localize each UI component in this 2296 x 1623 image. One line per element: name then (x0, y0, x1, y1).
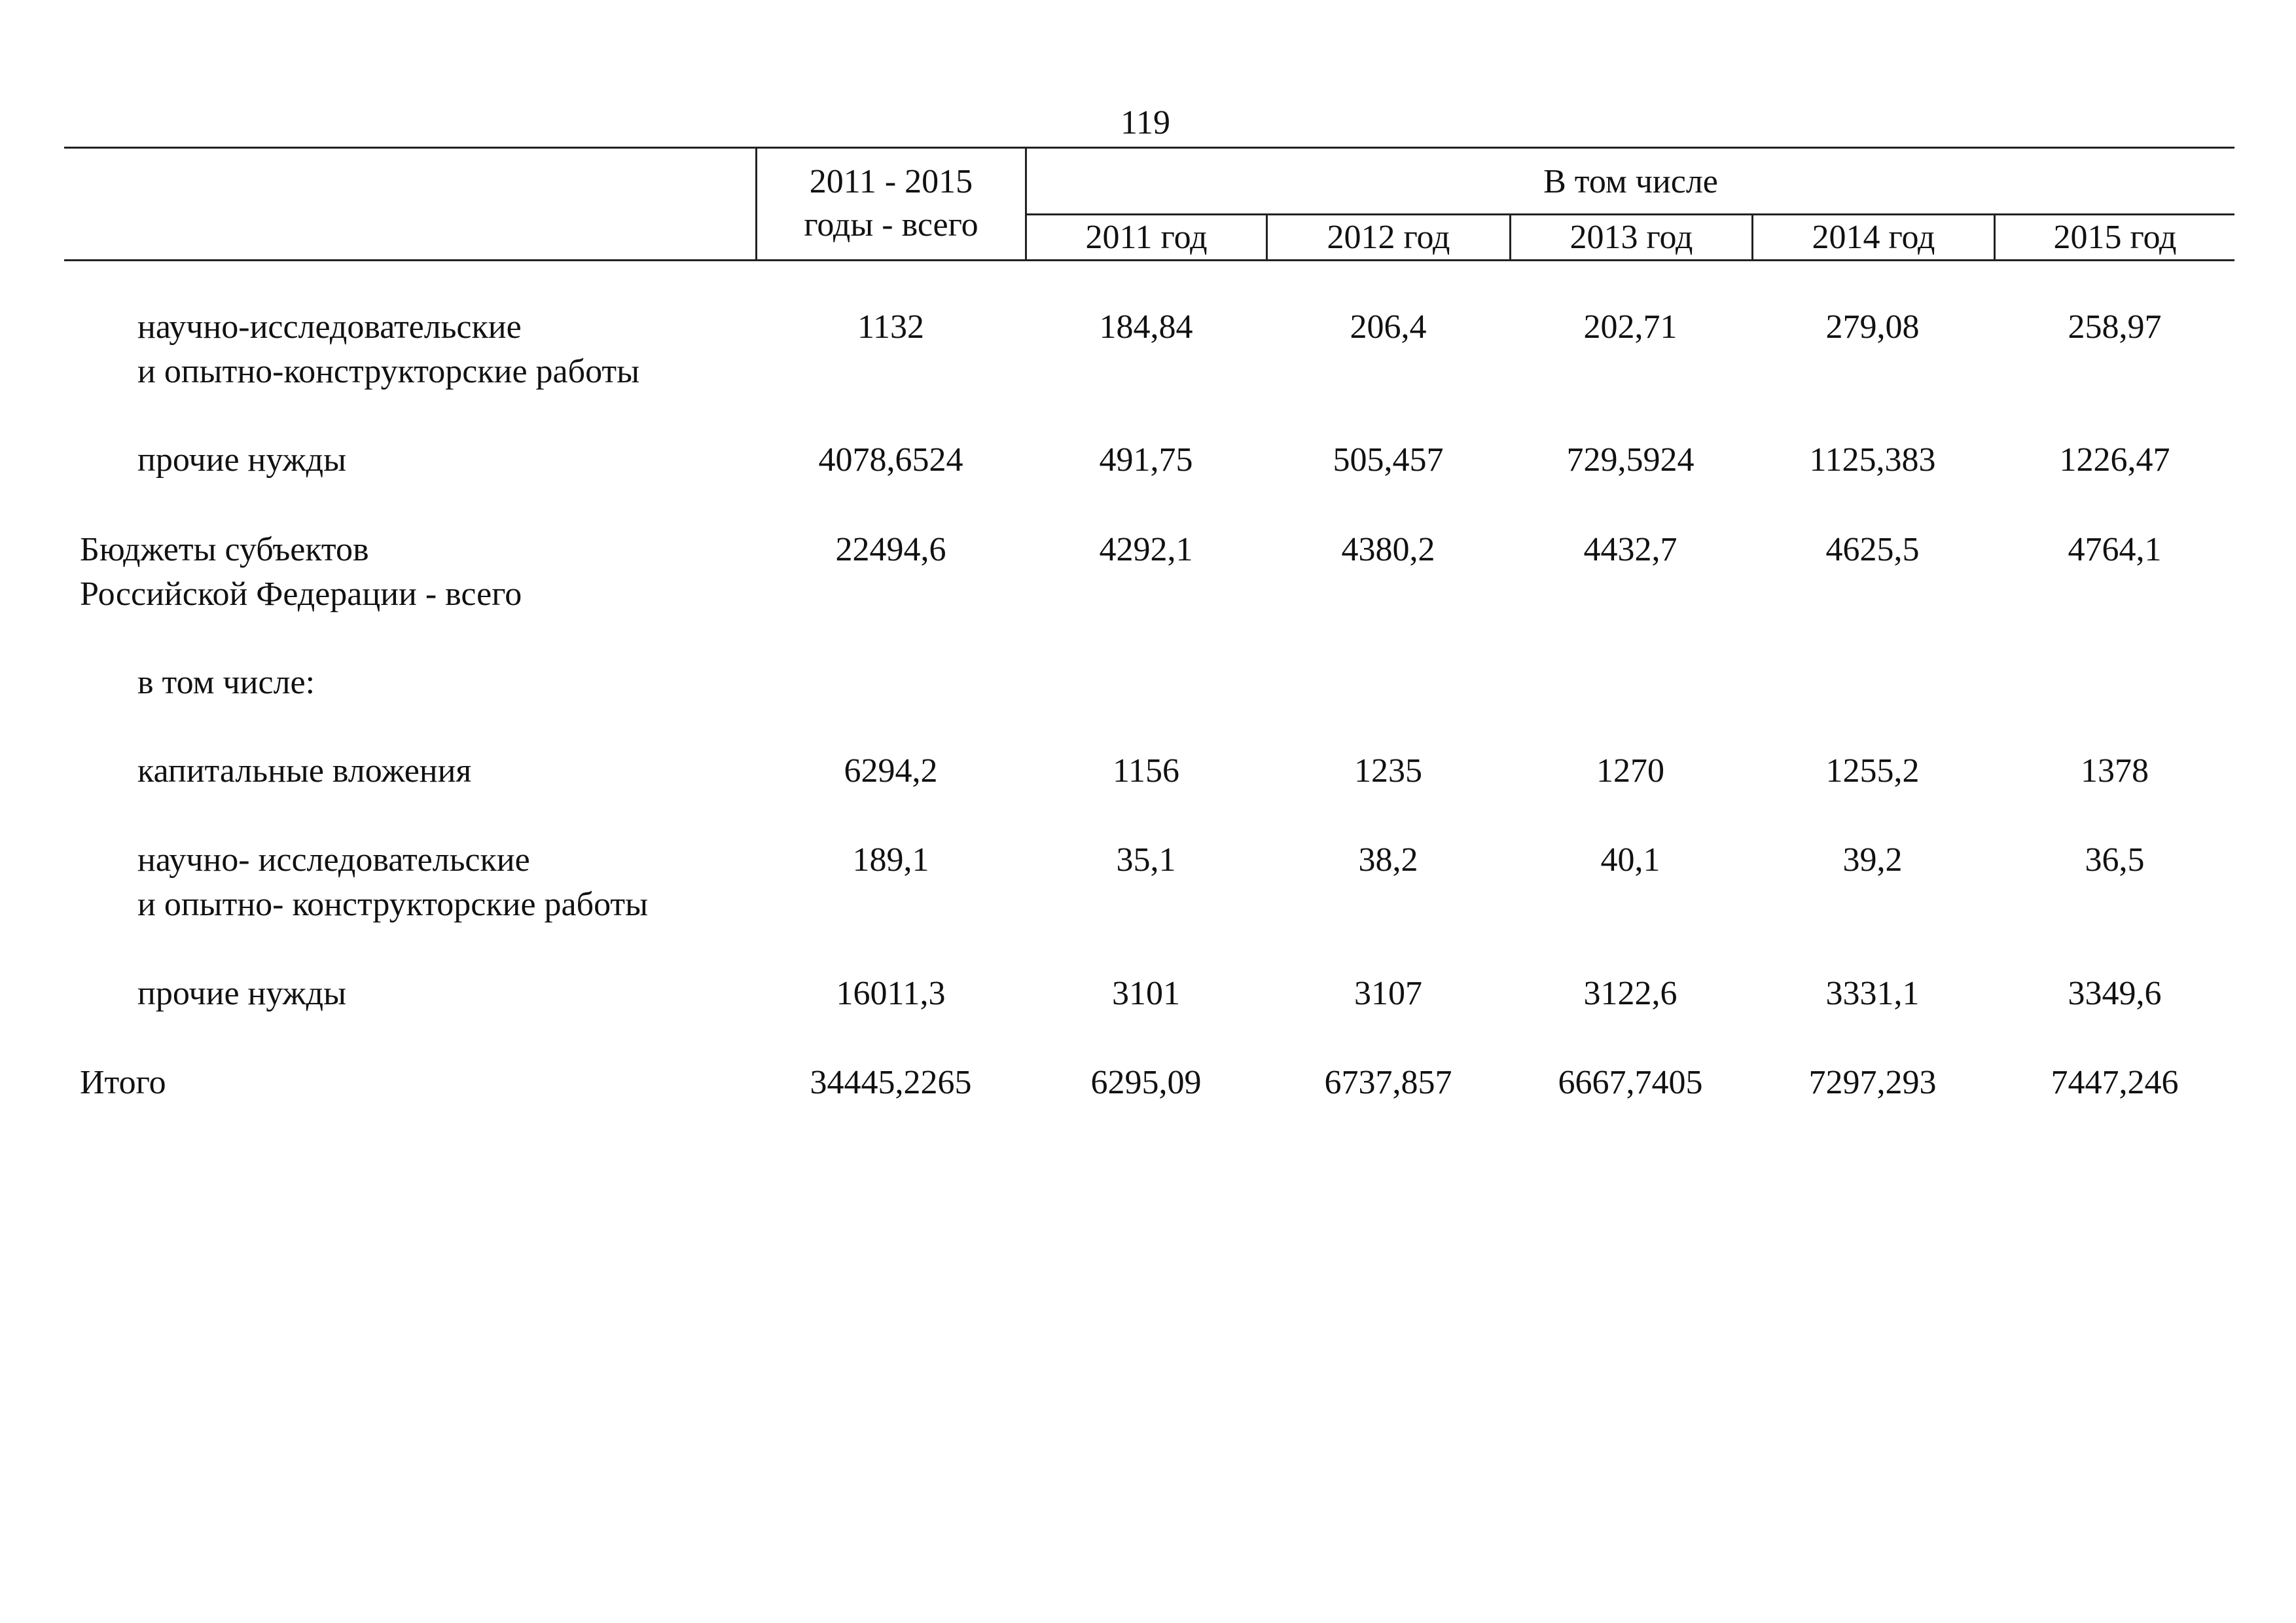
cell-2014: 3331,1 (1825, 975, 1920, 1012)
cell-2015: 36,5 (2085, 841, 2145, 879)
cell-2011: 4292,1 (1099, 531, 1193, 568)
cell-2015: 1226,47 (2059, 441, 2170, 479)
cell-2014: 1125,383 (1809, 441, 1936, 479)
cell-2013: 729,5924 (1566, 441, 1695, 479)
table-top-rule (64, 147, 2234, 149)
cell-2014: 279,08 (1825, 308, 1920, 346)
cell-2011: 184,84 (1099, 308, 1193, 346)
cell-2011: 491,75 (1099, 441, 1193, 479)
row-label: капитальные вложения (137, 752, 472, 790)
row-label: прочие нужды (137, 441, 347, 479)
cell-total: 4078,6524 (818, 441, 963, 479)
cell-2012: 1235 (1354, 752, 1422, 790)
cell-2011: 1156 (1112, 752, 1180, 790)
cell-2014: 4625,5 (1825, 531, 1920, 568)
cell-2012: 38,2 (1358, 841, 1418, 879)
cell-total: 6294,2 (844, 752, 938, 790)
row-label: в том числе: (137, 664, 315, 701)
row-label: научно-исследовательские и опытно-конструкторские работы (137, 308, 640, 390)
cell-2011: 35,1 (1116, 841, 1176, 879)
cell-2012: 3107 (1354, 975, 1422, 1012)
cell-2013: 202,71 (1583, 308, 1677, 346)
table-header-bottom-rule (64, 259, 2234, 261)
cell-2014: 7297,293 (1808, 1064, 1937, 1101)
year-header-2012: 2012 год (1327, 219, 1450, 256)
cell-2011: 3101 (1112, 975, 1180, 1012)
cell-2012: 4380,2 (1341, 531, 1435, 568)
cell-2013: 40,1 (1600, 841, 1660, 879)
cell-2015: 1378 (2081, 752, 2149, 790)
cell-total: 189,1 (852, 841, 929, 879)
cell-2015: 7447,246 (2051, 1064, 2179, 1101)
year-header-2014: 2014 год (1812, 219, 1935, 256)
cell-total: 16011,3 (836, 975, 946, 1012)
group-header: В том числе (1543, 163, 1718, 200)
row-label: научно- исследовательские и опытно- конструкторские работы (137, 841, 649, 923)
cell-2013: 1270 (1596, 752, 1664, 790)
row-label: прочие нужды (137, 975, 347, 1012)
cell-total: 1132 (857, 308, 925, 346)
cell-2012: 206,4 (1350, 308, 1427, 346)
cell-2014: 1255,2 (1825, 752, 1920, 790)
cell-2013: 4432,7 (1583, 531, 1677, 568)
cell-2014: 39,2 (1842, 841, 1903, 879)
row-label: Итого (80, 1064, 166, 1101)
cell-2015: 258,97 (2068, 308, 2162, 346)
cell-2011: 6295,09 (1090, 1064, 1202, 1101)
group-bottom-rule (1025, 213, 2234, 215)
cell-2012: 505,457 (1333, 441, 1444, 479)
cell-2013: 6667,7405 (1558, 1064, 1703, 1101)
year-header-2013: 2013 год (1570, 219, 1693, 256)
cell-total: 22494,6 (835, 531, 946, 568)
page-number: 119 (1120, 104, 1171, 141)
year-header-2015: 2015 год (2053, 219, 2177, 256)
cell-2015: 3349,6 (2068, 975, 2162, 1012)
row-label: Бюджеты субъектов Российской Федерации - всего (80, 531, 522, 613)
year-header-2011: 2011 год (1085, 219, 1208, 256)
total-col-header: 2011 - 2015 годы - всего (804, 163, 978, 244)
cell-2013: 3122,6 (1583, 975, 1677, 1012)
cell-2015: 4764,1 (2068, 531, 2162, 568)
cell-2012: 6737,857 (1324, 1064, 1452, 1101)
cell-total: 34445,2265 (810, 1064, 972, 1101)
